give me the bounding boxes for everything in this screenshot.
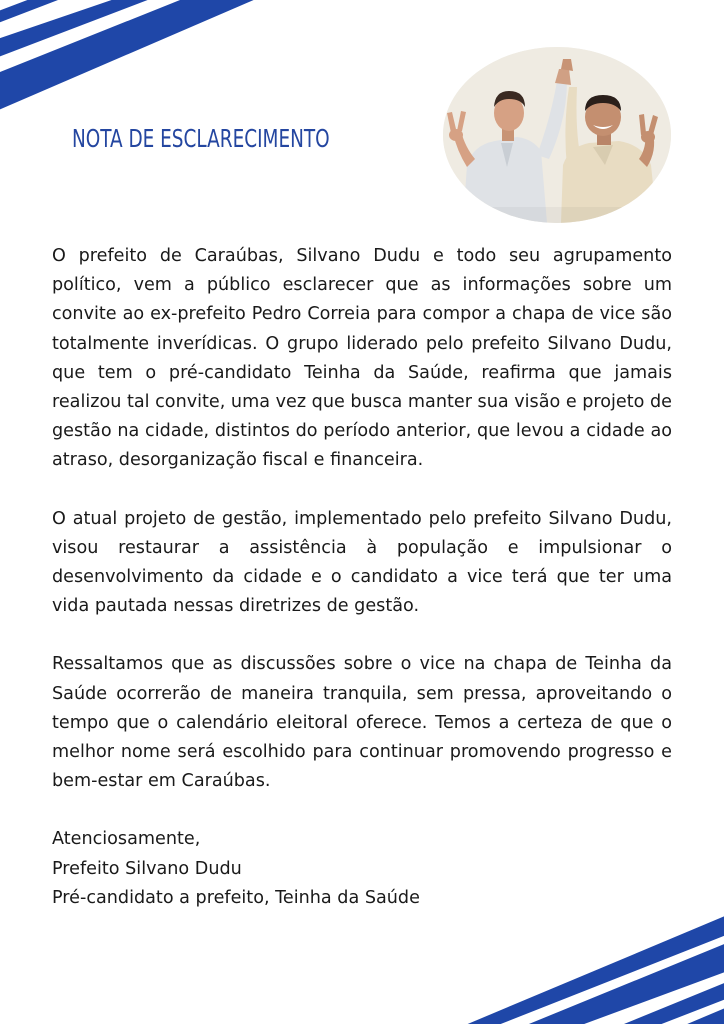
stripe-top-3 bbox=[0, 0, 300, 118]
page-title: NOTA DE ESCLARECIMENTO bbox=[72, 124, 330, 153]
signature-line-1: Prefeito Silvano Dudu bbox=[52, 858, 242, 879]
paragraph-1: O prefeito de Caraúbas, Silvano Dudu e todo seu agrupamento político, vem a público esclarecer que as informações sobre um convite ao ex-prefeito Pedro Correia para compor a chapa de vice são totalmente inverídicas. O grupo liderado pelo prefeito Silvano Dudu, que tem o pré-candidato Teinha da Saúde, reafirma que jamais realizou tal convite, uma vez que busca manter sua visão e projeto de gestão na cidade, distintos do período anterior, que levou a cidade ao atraso, desorganização fiscal e financeira. bbox=[52, 246, 672, 471]
signature-block bbox=[52, 825, 672, 913]
signature-line-2: Pré-candidato a prefeito, Teinha da Saúde bbox=[52, 887, 420, 908]
paragraph-2: O atual projeto de gestão, implementado pelo prefeito Silvano Dudu, visou restaurar a assistência à população e impulsionar o desenvolvimento da cidade e o candidato a vice terá que ter uma vida pautada nessas diretrizes de gestão. bbox=[52, 508, 672, 617]
signature-closing: Atenciosamente, bbox=[52, 829, 201, 850]
header-photo bbox=[443, 47, 671, 223]
photo-illustration bbox=[443, 47, 671, 223]
statement-body bbox=[52, 242, 672, 913]
paragraph-3: Ressaltamos que as discussões sobre o vice na chapa de Teinha da Saúde ocorrerão de maneira tranquila, sem pressa, aproveitando o tempo que o calendário eleitoral oferece. Temos a certeza de que o melhor nome será escolhido para continuar promovendo progresso e bem-estar em Caraúbas. bbox=[52, 654, 672, 792]
